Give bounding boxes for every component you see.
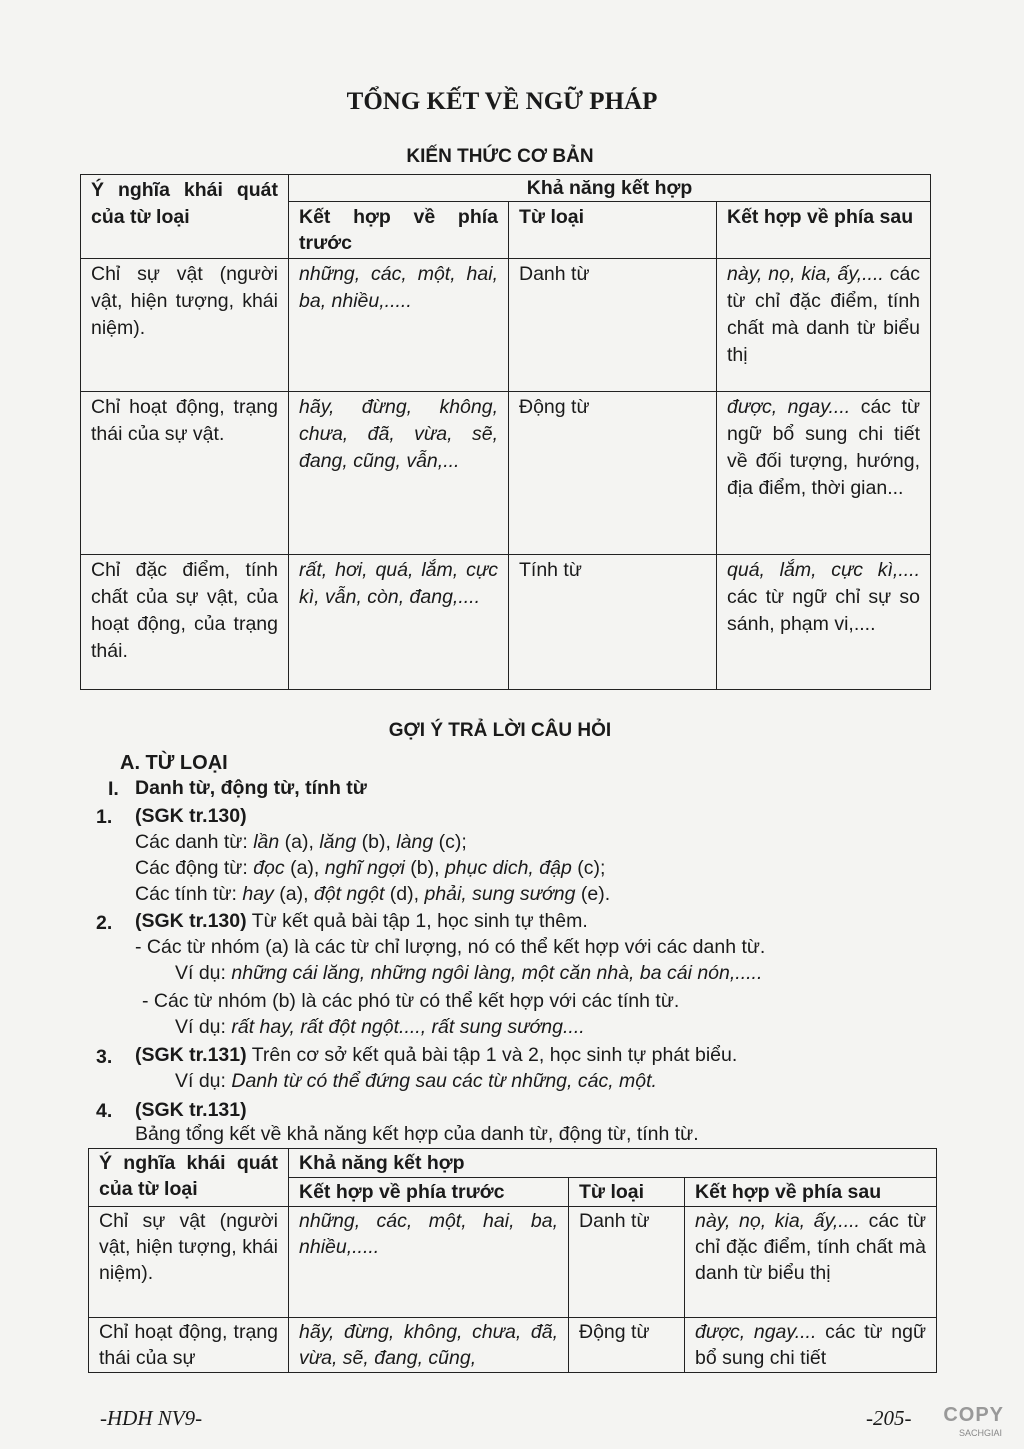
q1-ref: (SGK tr.130) — [135, 805, 247, 827]
cell-type: Tính từ — [509, 555, 717, 690]
header-combine: Khả năng kết hợp — [289, 175, 931, 202]
footer-left: -HDH NV9- — [100, 1406, 203, 1430]
q1-line-3: Các tính từ: hay (a), đột ngột (d), phải, sung sướng (e). — [135, 883, 611, 905]
table-row — [81, 555, 931, 690]
cell-before: những, các, một, hai, ba, nhiều,..... — [289, 259, 509, 392]
summary-table-2 — [88, 1148, 937, 1373]
q4-intro: Bảng tổng kết về khả năng kết hợp của danh từ, động từ, tính từ. — [135, 1123, 699, 1145]
summary-table-1 — [80, 174, 931, 690]
page-title: TỔNG KẾT VỀ NGỮ PHÁP — [346, 88, 658, 115]
q1-line-1: Các danh từ: lần (a), lăng (b), làng (c); — [135, 831, 467, 853]
q4-number: 4. — [96, 1100, 113, 1122]
q1-line-2: Các động từ: đọc (a), nghĩ ngợi (b), phục dich, đập (c); — [135, 857, 606, 879]
header-meaning: Ý nghĩa khái quát của từ loại — [81, 175, 289, 259]
cell-meaning: Chỉ đặc điểm, tính chất của sự vật, của hoạt động, của trạng thái. — [81, 555, 289, 690]
cell-before: hãy, đừng, không, chưa, đã, vừa, sẽ, đang, cũng, — [289, 1318, 569, 1373]
q2-group-b-example: Ví dụ: rất hay, rất đột ngột...., rất sung sướng.... — [175, 1016, 585, 1038]
q2-number: 2. — [96, 912, 113, 934]
cell-type: Động từ — [509, 392, 717, 555]
cell-meaning: Chỉ hoạt động, trạng thái của sự vật. — [81, 392, 289, 555]
cell-before: hãy, đừng, không, chưa, đã, vừa, sẽ, đang, cũng, vẫn,... — [289, 392, 509, 555]
table-row — [81, 259, 931, 392]
section-heading-answers: GỢI Ý TRẢ LỜI CÂU HỎI — [388, 720, 612, 741]
header-type: Từ loại — [509, 202, 717, 259]
header-combine: Khả năng kết hợp — [289, 1149, 937, 1178]
q3-example: Ví dụ: Danh từ có thể đứng sau các từ những, các, một. — [175, 1070, 657, 1092]
cell-meaning: Chỉ sự vật (người vật, hiện tượng, khái niệm). — [89, 1207, 289, 1318]
cell-after: này, nọ, kia, ấy,.... các từ chỉ đặc điểm, tính chất mà danh từ biểu thị — [685, 1207, 937, 1318]
q2-intro: (SGK tr.130) Từ kết quả bài tập 1, học sinh tự thêm. — [135, 910, 588, 932]
header-before: Kết hợp về phía trước — [289, 1178, 569, 1207]
cell-meaning: Chỉ hoạt động, trạng thái của sự — [89, 1318, 289, 1373]
q1-number: 1. — [96, 806, 113, 828]
q2-group-a-example: Ví dụ: những cái lăng, những ngôi làng, một căn nhà, ba cái nón,..... — [175, 962, 763, 984]
q2-group-a: - Các từ nhóm (a) là các từ chỉ lượng, nó có thể kết hợp với các danh từ. — [135, 936, 766, 958]
table-row — [89, 1207, 937, 1318]
section-heading-basic-knowledge: KIẾN THỨC CƠ BẢN — [406, 146, 594, 167]
header-after: Kết hợp về phía sau — [685, 1178, 937, 1207]
watermark: COPY — [943, 1404, 1004, 1426]
cell-type: Danh từ — [509, 259, 717, 392]
q4-ref: (SGK tr.131) — [135, 1099, 247, 1121]
cell-before: rất, hơi, quá, lắm, cực kì, vẫn, còn, đang,.... — [289, 555, 509, 690]
cell-type: Danh từ — [569, 1207, 685, 1318]
cell-meaning: Chỉ sự vật (người vật, hiện tượng, khái niệm). — [81, 259, 289, 392]
cell-type: Động từ — [569, 1318, 685, 1373]
table-row — [89, 1318, 937, 1373]
cell-after: được, ngay.... các từ ngữ bổ sung chi tiết về đối tượng, hướng, địa điểm, thời gian... — [717, 392, 931, 555]
cell-after: được, ngay.... các từ ngữ bổ sung chi tiết — [685, 1318, 937, 1373]
cell-after: này, nọ, kia, ấy,.... các từ chỉ đặc điểm, tính chất mà danh từ biểu thị — [717, 259, 931, 392]
q3-intro: (SGK tr.131) Trên cơ sở kết quả bài tập 1 và 2, học sinh tự phát biểu. — [135, 1044, 738, 1066]
page-number: -205- — [866, 1406, 912, 1430]
cell-before: những, các, một, hai, ba, nhiều,..... — [289, 1207, 569, 1318]
table-row — [81, 392, 931, 555]
part-i-number: I. — [108, 778, 119, 800]
cell-after: quá, lắm, cực kì,.... các từ ngữ chỉ sự so sánh, phạm vi,.... — [717, 555, 931, 690]
header-meaning: Ý nghĩa khái quát của từ loại — [89, 1149, 289, 1207]
q3-number: 3. — [96, 1046, 113, 1068]
part-a-heading: A. TỪ LOẠI — [120, 752, 228, 774]
q2-group-b: - Các từ nhóm (b) là các phó từ có thể kết hợp với các tính từ. — [142, 990, 680, 1012]
watermark-sub: SACHGIAI — [958, 1428, 1002, 1438]
header-type: Từ loại — [569, 1178, 685, 1207]
part-i-heading: Danh từ, động từ, tính từ — [135, 777, 367, 799]
header-before: Kết hợp về phía trước — [289, 202, 509, 259]
header-after: Kết hợp về phía sau — [717, 202, 931, 259]
